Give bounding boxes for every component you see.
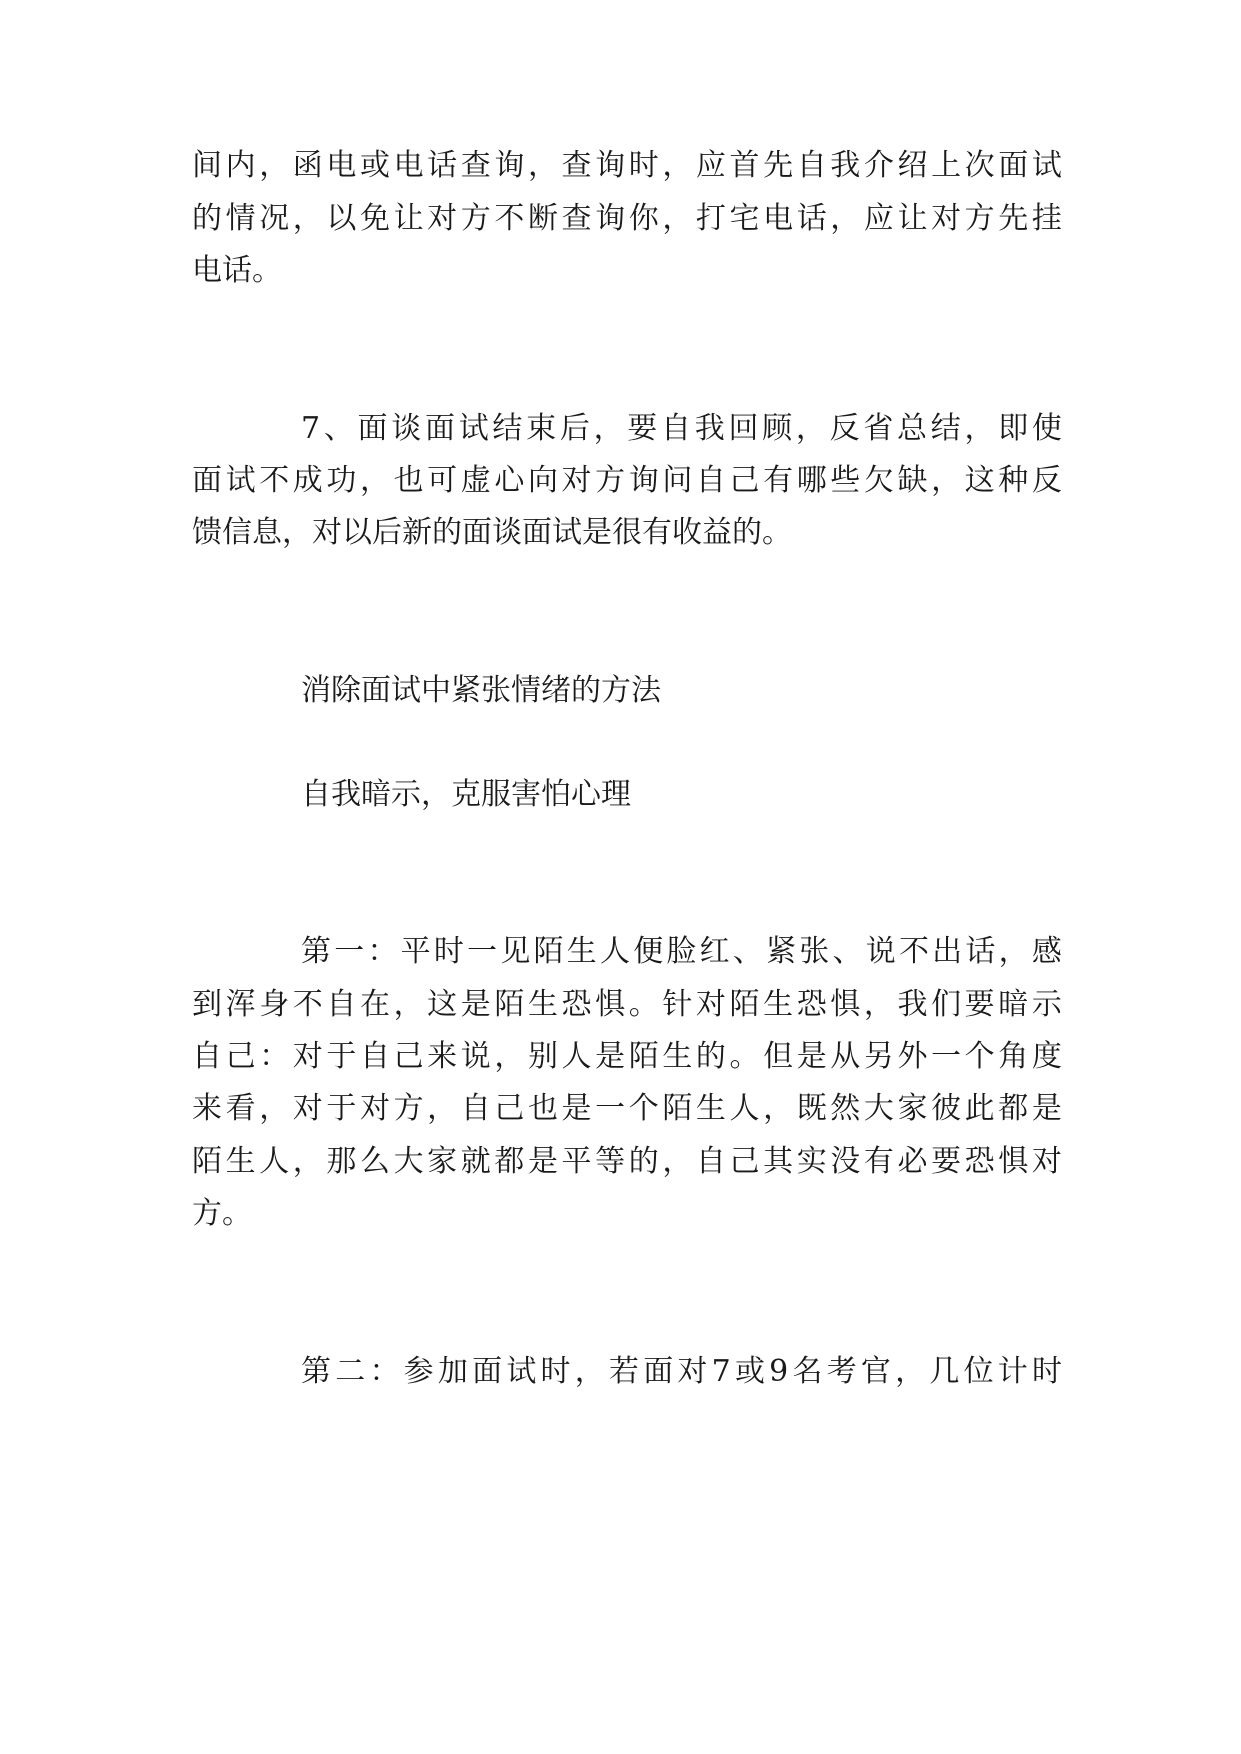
glyph: 有: [763, 463, 794, 498]
glyph: 、: [323, 411, 354, 446]
glyph: 大: [863, 1091, 894, 1126]
glyph: 几: [929, 1354, 960, 1389]
glyph: 自: [192, 1039, 222, 1074]
paragraph-3-line-4: [192, 1089, 1062, 1129]
glyph: 不: [259, 463, 290, 498]
glyph: 结: [492, 411, 523, 446]
glyph: 查: [561, 148, 592, 183]
glyph: 感: [1031, 934, 1062, 969]
glyph: 询: [628, 463, 659, 498]
glyph: 自: [695, 463, 726, 498]
glyph: 其: [763, 1144, 794, 1179]
glyph: ，: [292, 1144, 323, 1179]
glyph: 上: [931, 148, 962, 183]
glyph: 要: [931, 1144, 962, 1179]
glyph: 自: [359, 1039, 390, 1074]
glyph: 名: [792, 1354, 823, 1389]
glyph: 让: [897, 201, 928, 236]
glyph: 要: [964, 987, 995, 1022]
glyph: 自: [796, 148, 827, 183]
glyph: 角: [998, 1039, 1029, 1074]
glyph: 话: [796, 201, 827, 236]
paragraph-1-line-3: 电话。: [192, 253, 282, 288]
glyph: 结: [930, 411, 961, 446]
glyph: 不: [292, 987, 323, 1022]
glyph: 询: [595, 148, 626, 183]
glyph: 的: [695, 1039, 726, 1074]
glyph: 在: [359, 987, 390, 1022]
glyph: 是: [796, 1039, 827, 1074]
glyph: 询: [494, 148, 525, 183]
paragraph-1-line-2: [192, 199, 1062, 239]
glyph: 来: [192, 1091, 222, 1126]
glyph: 7: [301, 411, 321, 446]
glyph: 方: [595, 463, 626, 498]
glyph: 生: [695, 1091, 726, 1126]
glyph: ，: [662, 148, 693, 183]
glyph: 也: [393, 463, 424, 498]
glyph: 对: [677, 1354, 708, 1389]
glyph: 的: [628, 1144, 659, 1179]
paragraph-4-line-1: [301, 1352, 1062, 1392]
glyph: 恐: [561, 987, 592, 1022]
glyph: 成: [292, 463, 323, 498]
glyph: 是: [527, 1144, 558, 1179]
glyph: 们: [931, 987, 962, 1022]
glyph: 生: [763, 987, 794, 1022]
glyph: 回: [728, 411, 759, 446]
glyph: ，: [863, 987, 894, 1022]
glyph: 陌: [729, 987, 760, 1022]
glyph: 于: [326, 1039, 357, 1074]
glyph: 那: [326, 1144, 357, 1179]
glyph: 来: [427, 1039, 458, 1074]
glyph: ，: [393, 987, 424, 1022]
glyph: 以: [326, 201, 357, 236]
glyph: 。: [628, 987, 659, 1022]
glyph: 总: [897, 411, 928, 446]
glyph: 有: [863, 1144, 894, 1179]
glyph: 面: [472, 1354, 503, 1389]
glyph: ，: [527, 148, 558, 183]
glyph: ，: [662, 1144, 693, 1179]
glyph: 暗: [998, 987, 1029, 1022]
glyph: 种: [998, 463, 1029, 498]
glyph: 陌: [533, 934, 564, 969]
glyph: 惧: [595, 987, 626, 1022]
glyph: 电: [326, 148, 357, 183]
glyph: 说: [865, 934, 896, 969]
glyph: 、: [732, 934, 763, 969]
paragraph-1-line-1: [192, 146, 1062, 186]
glyph: 试: [506, 1354, 537, 1389]
glyph: 便: [633, 934, 664, 969]
glyph: 必: [897, 1144, 928, 1179]
glyph: 恐: [796, 987, 827, 1022]
glyph: 己: [729, 1144, 760, 1179]
glyph: 宅: [729, 201, 760, 236]
glyph: 反: [1031, 463, 1062, 498]
glyph: 问: [662, 463, 693, 498]
glyph: 方: [964, 201, 995, 236]
glyph: 让: [393, 201, 424, 236]
glyph: 欠: [863, 463, 894, 498]
glyph: 外: [897, 1039, 928, 1074]
glyph: 陌: [662, 1091, 693, 1126]
glyph: 对: [292, 1091, 323, 1126]
glyph: 次: [964, 148, 995, 183]
glyph: 己: [225, 1039, 256, 1074]
glyph: 内: [225, 148, 256, 183]
glyph: 一: [595, 1091, 626, 1126]
glyph: 打: [695, 201, 726, 236]
glyph: 我: [694, 411, 725, 446]
glyph: 生: [662, 1039, 693, 1074]
glyph: 针: [662, 987, 693, 1022]
glyph: 是: [1031, 1091, 1062, 1126]
glyph: 些: [830, 463, 861, 498]
glyph: ，: [795, 411, 826, 446]
glyph: 绍: [897, 148, 928, 183]
glyph: ，: [931, 463, 962, 498]
glyph: 先: [998, 201, 1029, 236]
glyph: 后: [559, 411, 590, 446]
glyph: 这: [964, 463, 995, 498]
glyph: 我: [830, 148, 861, 183]
glyph: 反: [829, 411, 860, 446]
glyph: 脸: [666, 934, 697, 969]
glyph: 平: [561, 1144, 592, 1179]
glyph: 二: [335, 1354, 366, 1389]
glyph: 是: [460, 987, 491, 1022]
glyph: 另: [863, 1039, 894, 1074]
glyph: 况: [259, 201, 290, 236]
glyph: 功: [326, 463, 357, 498]
glyph: 谈: [391, 411, 422, 446]
glyph: 个: [628, 1091, 659, 1126]
glyph: 一: [931, 1039, 962, 1074]
glyph: 我: [897, 987, 928, 1022]
glyph: 对: [359, 1091, 390, 1126]
glyph: 么: [359, 1144, 390, 1179]
glyph: 浑: [225, 987, 256, 1022]
glyph: 对: [292, 1039, 323, 1074]
glyph: 使: [1031, 411, 1062, 446]
glyph: 惧: [830, 987, 861, 1022]
glyph: 生: [527, 987, 558, 1022]
glyph: ，: [964, 411, 995, 446]
glyph: 试: [1031, 148, 1062, 183]
glyph: 查: [460, 148, 491, 183]
glyph: 第: [301, 1354, 331, 1389]
glyph: 人: [259, 1144, 290, 1179]
glyph: 是: [595, 1039, 626, 1074]
glyph: ，: [292, 201, 323, 236]
glyph: 个: [964, 1039, 995, 1074]
glyph: 试: [225, 463, 256, 498]
glyph: 自: [460, 1091, 491, 1126]
glyph: 面: [357, 411, 388, 446]
glyph: 向: [527, 463, 558, 498]
glyph: 此: [964, 1091, 995, 1126]
glyph: 应: [695, 148, 726, 183]
glyph: ：: [259, 1039, 290, 1074]
glyph: 省: [863, 411, 894, 446]
glyph: 时: [1032, 1354, 1062, 1389]
glyph: 计: [997, 1354, 1028, 1389]
glyph: ：: [367, 934, 398, 969]
glyph: 人: [561, 1039, 592, 1074]
glyph: 若: [608, 1354, 639, 1389]
glyph: 是: [561, 1091, 592, 1126]
glyph: 面: [424, 411, 455, 446]
glyph: 面: [192, 463, 222, 498]
glyph: 断: [527, 201, 558, 236]
glyph: 从: [830, 1039, 861, 1074]
glyph: 见: [500, 934, 531, 969]
glyph: 就: [460, 1144, 491, 1179]
glyph: 一: [467, 934, 498, 969]
glyph: ，: [895, 1354, 926, 1389]
glyph: 人: [599, 934, 630, 969]
glyph: 这: [427, 987, 458, 1022]
glyph: 7: [711, 1354, 731, 1389]
glyph: 张: [799, 934, 830, 969]
glyph: ，: [259, 148, 290, 183]
glyph: 挂: [1031, 201, 1062, 236]
glyph: 方: [460, 201, 491, 236]
glyph: 不: [494, 201, 525, 236]
glyph: ，: [494, 1039, 525, 1074]
glyph: 人: [729, 1091, 760, 1126]
glyph: 惧: [998, 1144, 1029, 1179]
glyph: 话: [427, 148, 458, 183]
glyph: 自: [661, 411, 691, 446]
glyph: 家: [897, 1091, 928, 1126]
glyph: 心: [494, 463, 525, 498]
glyph: 对: [427, 201, 458, 236]
glyph: 对: [695, 987, 726, 1022]
glyph: 或: [734, 1354, 765, 1389]
glyph: 面: [643, 1354, 674, 1389]
glyph: 己: [729, 463, 760, 498]
glyph: 恐: [964, 1144, 995, 1179]
glyph: 对: [1031, 1144, 1062, 1179]
glyph: 加: [437, 1354, 468, 1389]
paragraph-3-line-3: [192, 1037, 1062, 1077]
glyph: 看: [225, 1091, 256, 1126]
glyph: ，: [763, 1091, 794, 1126]
glyph: ，: [662, 201, 693, 236]
glyph: 免: [359, 201, 390, 236]
glyph: 、: [832, 934, 863, 969]
glyph: ：: [369, 1354, 400, 1389]
glyph: 一: [334, 934, 365, 969]
glyph: 别: [527, 1039, 558, 1074]
glyph: 对: [561, 463, 592, 498]
glyph: 不: [898, 934, 929, 969]
glyph: 的: [192, 201, 222, 236]
glyph: 等: [595, 1144, 626, 1179]
paragraph-2-line-3: 馈信息，对以后新的面谈面试是很有收益的。: [192, 515, 792, 550]
glyph: 考: [826, 1354, 857, 1389]
glyph: ，: [359, 463, 390, 498]
glyph: ，: [259, 1091, 290, 1126]
glyph: 询: [595, 201, 626, 236]
glyph: 即: [998, 411, 1029, 446]
glyph: 陌: [192, 1144, 222, 1179]
glyph: 实: [796, 1144, 827, 1179]
paragraph-3-line-6: 方。: [192, 1196, 252, 1231]
glyph: 。: [729, 1039, 760, 1074]
glyph: 出: [932, 934, 963, 969]
paragraph-2-line-2: [192, 461, 1062, 501]
glyph: 彼: [931, 1091, 962, 1126]
glyph: 生: [566, 934, 597, 969]
glyph: 官: [860, 1354, 891, 1389]
glyph: 自: [326, 987, 357, 1022]
glyph: 己: [494, 1091, 525, 1126]
glyph: 己: [393, 1039, 424, 1074]
glyph: 自: [695, 1144, 726, 1179]
glyph: 电: [763, 201, 794, 236]
glyph: 应: [863, 201, 894, 236]
glyph: 面: [998, 148, 1029, 183]
glyph: 先: [763, 148, 794, 183]
glyph: 可: [427, 463, 458, 498]
glyph: 试: [458, 411, 489, 446]
glyph: 家: [427, 1144, 458, 1179]
glyph: 到: [192, 987, 222, 1022]
glyph: 情: [225, 201, 256, 236]
glyph: 哪: [796, 463, 827, 498]
glyph: 红: [699, 934, 730, 969]
glyph: 你: [628, 201, 659, 236]
glyph: 电: [393, 148, 424, 183]
glyph: 示: [1031, 987, 1062, 1022]
glyph: 也: [527, 1091, 558, 1126]
glyph: ，: [998, 934, 1029, 969]
glyph: 缺: [897, 463, 928, 498]
glyph: 生: [225, 1144, 256, 1179]
glyph: ，: [593, 411, 624, 446]
glyph: 度: [1031, 1039, 1062, 1074]
section-heading: 消除面试中紧张情绪的方法: [301, 673, 661, 708]
glyph: 紧: [766, 934, 797, 969]
glyph: 对: [931, 201, 962, 236]
glyph: 位: [963, 1354, 994, 1389]
paragraph-3-line-5: [192, 1142, 1062, 1182]
glyph: 于: [326, 1091, 357, 1126]
glyph: 束: [526, 411, 557, 446]
glyph: 都: [494, 1144, 525, 1179]
glyph: 都: [998, 1091, 1029, 1126]
glyph: ，: [574, 1354, 605, 1389]
glyph: 虚: [460, 463, 491, 498]
glyph: 函: [292, 148, 323, 183]
glyph: ，: [830, 201, 861, 236]
paragraph-3-line-1: [301, 932, 1062, 972]
glyph: 话: [965, 934, 996, 969]
glyph: 间: [192, 148, 222, 183]
glyph: 方: [393, 1091, 424, 1126]
glyph: 然: [830, 1091, 861, 1126]
subsection-heading: 自我暗示，克服害怕心理: [301, 777, 631, 812]
glyph: 身: [259, 987, 290, 1022]
glyph: 既: [796, 1091, 827, 1126]
glyph: 要: [627, 411, 658, 446]
paragraph-2-line-1: [301, 409, 1062, 449]
glyph: 时: [540, 1354, 571, 1389]
glyph: 大: [393, 1144, 424, 1179]
paragraph-3-line-2: [192, 985, 1062, 1025]
glyph: 9: [769, 1354, 789, 1389]
glyph: 陌: [494, 987, 525, 1022]
glyph: 但: [763, 1039, 794, 1074]
glyph: 第: [301, 934, 331, 969]
glyph: 顾: [762, 411, 793, 446]
glyph: 平: [400, 934, 431, 969]
glyph: 时: [628, 148, 659, 183]
glyph: 陌: [628, 1039, 659, 1074]
glyph: 首: [729, 148, 760, 183]
glyph: 或: [359, 148, 390, 183]
glyph: 查: [561, 201, 592, 236]
glyph: 介: [863, 148, 894, 183]
glyph: 参: [403, 1354, 434, 1389]
glyph: ，: [427, 1091, 458, 1126]
glyph: 没: [830, 1144, 861, 1179]
glyph: 说: [460, 1039, 491, 1074]
glyph: 时: [433, 934, 464, 969]
